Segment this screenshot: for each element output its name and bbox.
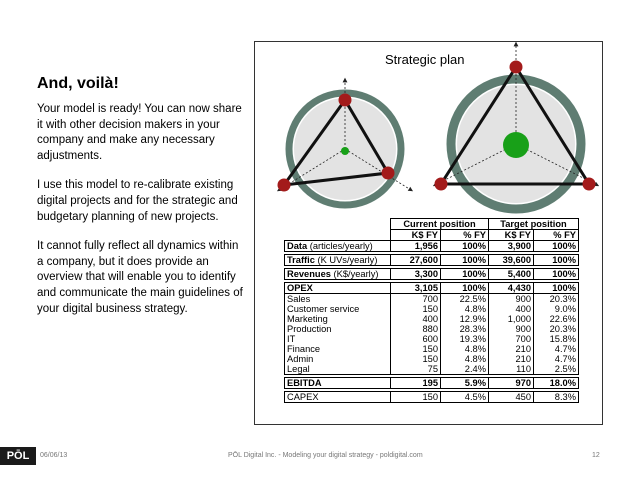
cell: 100% (441, 283, 489, 294)
cell: 4.8% (441, 354, 489, 364)
cell: 150 (391, 392, 441, 403)
text-column (37, 74, 247, 331)
current-node-left (278, 179, 291, 192)
pol-logo: PŌL (0, 447, 36, 465)
cell: 110 (489, 364, 534, 375)
current-node-top (339, 94, 352, 107)
row-data (285, 241, 579, 252)
cell: 3,105 (391, 283, 441, 294)
group-current: Current position (391, 219, 489, 230)
row-unit: (K UVs/yearly) (317, 255, 378, 265)
cell: 100% (534, 269, 579, 280)
paragraph-2: I use this model to re-calibrate existing digital projects and for the strategic and budgetary planning of new projects. (37, 179, 238, 223)
target-node-left (435, 178, 448, 191)
cell: 1,956 (391, 241, 441, 252)
cell: 450 (489, 392, 534, 403)
cell: 100% (441, 255, 489, 266)
target-node-right (583, 178, 596, 191)
footer-date: 06/06/13 (40, 452, 68, 459)
cell: 210 (489, 344, 534, 354)
cell: 22.5% (441, 294, 489, 305)
cell: 5.9% (441, 378, 489, 389)
paragraph-3: It cannot fully reflect all dynamics within a company, but it does provide an overview that will enable you to identify and communicate the main guidelines of your digital business strategy. (37, 240, 243, 315)
col-header: % FY (441, 230, 489, 241)
cell: 100% (534, 283, 579, 294)
row-label: EBITDA (285, 378, 391, 389)
paragraph-1: Your model is ready! You can now share it with other decision makers in your company and make any necessary adjustments. (37, 103, 242, 162)
row-traffic (285, 255, 579, 266)
row-unit: (K$/yearly) (333, 269, 379, 279)
cell: 700 (489, 334, 534, 344)
cell: 22.6% (534, 314, 579, 324)
cell: 900 (489, 324, 534, 334)
current-node-right (382, 167, 395, 180)
row-label: Admin (285, 354, 391, 364)
cell: 15.8% (534, 334, 579, 344)
footer-text: PŌL Digital Inc. - Modeling your digital strategy - poldigital.com (228, 452, 423, 459)
cell: 400 (391, 314, 441, 324)
cell: 100% (534, 241, 579, 252)
cell: 20.3% (534, 324, 579, 334)
cell: 100% (534, 255, 579, 266)
plan-title: Strategic plan (385, 52, 465, 67)
row-label: Revenues (287, 269, 331, 279)
col-header: K$ FY (489, 230, 534, 241)
cell: 700 (391, 294, 441, 305)
cell: 8.3% (534, 392, 579, 403)
cell: 195 (391, 378, 441, 389)
col-header: K$ FY (391, 230, 441, 241)
row-label: Marketing (285, 314, 391, 324)
group-target: Target position (489, 219, 579, 230)
table-col-header (285, 230, 579, 241)
cell: 4.7% (534, 344, 579, 354)
row-label: IT (285, 334, 391, 344)
page-number: 12 (592, 452, 600, 459)
cell: 400 (489, 304, 534, 314)
cell: 4.5% (441, 392, 489, 403)
opex-row (285, 334, 579, 344)
cell: 4.8% (441, 344, 489, 354)
target-position-diagram (435, 44, 598, 209)
row-label: Sales (285, 294, 391, 305)
row-capex (285, 392, 579, 403)
cell: 100% (441, 269, 489, 280)
cell: 880 (391, 324, 441, 334)
cell: 12.9% (441, 314, 489, 324)
row-ebitda (285, 378, 579, 389)
cell: 1,000 (489, 314, 534, 324)
row-label: Legal (285, 364, 391, 375)
financial-table (284, 218, 579, 403)
row-label: Traffic (287, 255, 315, 265)
row-label: OPEX (285, 283, 391, 294)
col-header: % FY (534, 230, 579, 241)
cell: 100% (441, 241, 489, 252)
row-label: Customer service (285, 304, 391, 314)
row-unit: (articles/yearly) (309, 241, 373, 251)
opex-row (285, 324, 579, 334)
cell: 28.3% (441, 324, 489, 334)
strategy-diagrams (255, 42, 604, 217)
row-opex (285, 283, 579, 294)
cell: 4.8% (441, 304, 489, 314)
row-label: CAPEX (285, 392, 391, 403)
cell: 150 (391, 304, 441, 314)
cell: 19.3% (441, 334, 489, 344)
slide-heading: And, voilà! (37, 75, 119, 92)
cell: 210 (489, 354, 534, 364)
opex-row (285, 294, 579, 305)
slide-footer (0, 445, 638, 467)
cell: 20.3% (534, 294, 579, 305)
cell: 3,300 (391, 269, 441, 280)
opex-row (285, 354, 579, 364)
opex-row (285, 344, 579, 354)
cell: 970 (489, 378, 534, 389)
opex-row (285, 314, 579, 324)
row-label: Data (287, 241, 308, 251)
row-revenues (285, 269, 579, 280)
cell: 39,600 (489, 255, 534, 266)
cell: 900 (489, 294, 534, 305)
row-label: Production (285, 324, 391, 334)
cell: 18.0% (534, 378, 579, 389)
target-center-dot (503, 132, 529, 158)
opex-row (285, 364, 579, 375)
cell: 3,900 (489, 241, 534, 252)
cell: 27,600 (391, 255, 441, 266)
opex-breakdown (285, 294, 579, 375)
opex-row (285, 304, 579, 314)
cell: 150 (391, 354, 441, 364)
cell: 9.0% (534, 304, 579, 314)
row-label: Finance (285, 344, 391, 354)
current-center-dot (341, 147, 349, 155)
cell: 600 (391, 334, 441, 344)
cell: 150 (391, 344, 441, 354)
cell: 2.4% (441, 364, 489, 375)
current-position-diagram (278, 80, 412, 205)
cell: 4.7% (534, 354, 579, 364)
strategic-plan-panel (254, 41, 603, 425)
cell: 5,400 (489, 269, 534, 280)
target-node-top (510, 61, 523, 74)
cell: 2.5% (534, 364, 579, 375)
cell: 4,430 (489, 283, 534, 294)
table-group-header (285, 219, 579, 230)
cell: 75 (391, 364, 441, 375)
